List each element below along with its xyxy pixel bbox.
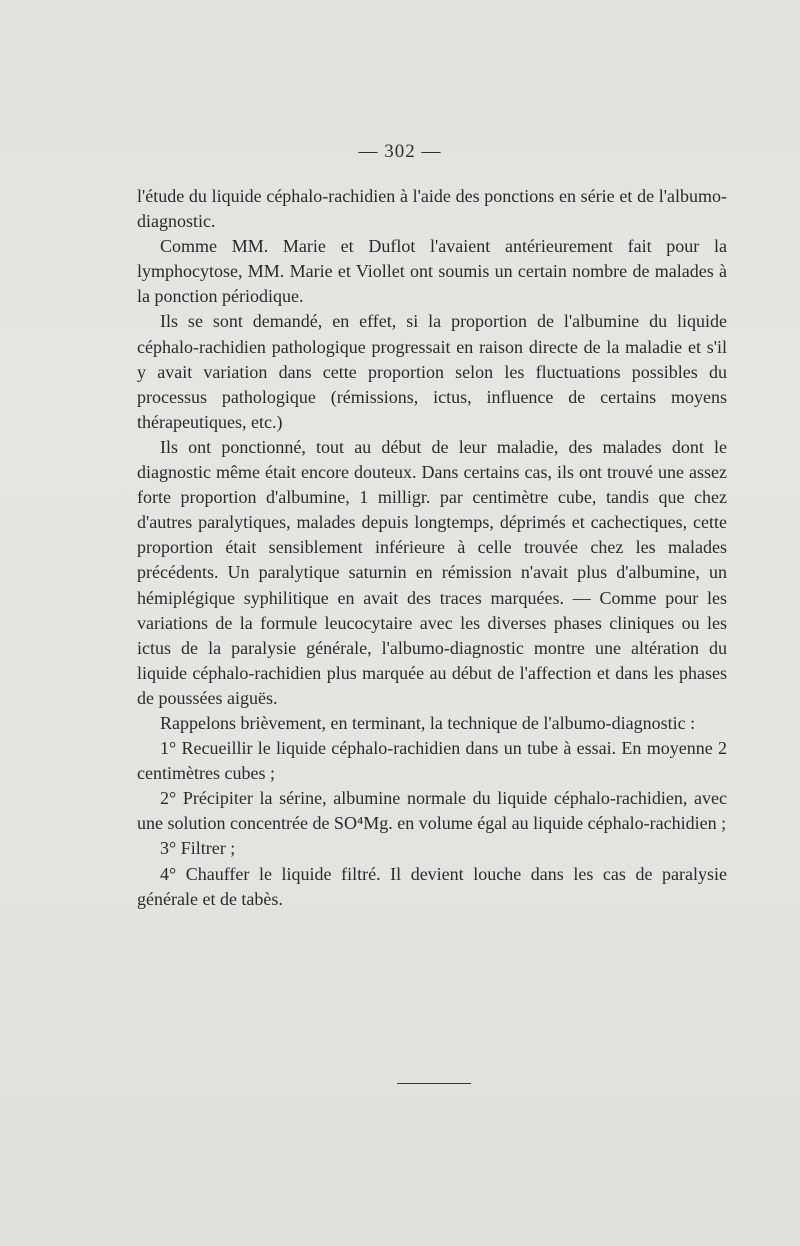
- technique-step-1: 1° Recueillir le liquide céphalo-rachidien dans un tube à essai. En moyenne 2 centimètres cubes ;: [137, 738, 727, 784]
- technique-step-4: 4° Chauffer le liquide filtré. Il devient louche dans les cas de paralysie générale et de tabès.: [137, 863, 727, 909]
- paragraph-2: Comme MM. Marie et Duflot l'avaient antérieurement fait pour la lymphocytose, MM. Marie et Viollet ont soumis un certain nombre de malades à la ponction périodique.: [137, 236, 727, 307]
- technique-step-2: 2° Précipiter la sérine, albumine normale du liquide céphalo-rachidien, avec une solution concentrée de SO⁴Mg. en volume égal au liquide céphalo-rachidien ;: [137, 788, 727, 834]
- end-rule: [397, 1083, 471, 1084]
- technique-step-3: 3° Filtrer ;: [160, 838, 236, 859]
- page-number: — 302 —: [358, 141, 442, 162]
- paragraph-3: Ils se sont demandé, en effet, si la proportion de l'albumine du liquide céphalo-rachidien pathologique progressait en raison directe de la maladie et s'il y avait variation dans cette proportion selon les fluctuations possibles du processus pathologique (rémissions, ictus, influence de certains moyens thérapeutiques, etc.): [137, 311, 727, 432]
- paragraph-4: Ils ont ponctionné, tout au début de leur maladie, des malades dont le diagnostic même était encore douteux. Dans certains cas, ils ont trouvé une assez forte proportion d'albumine, 1 milligr. par centimètre cube, tandis que chez d'autres paralytiques, malades depuis longtemps, déprimés et cachectiques, cette proportion était sensiblement inférieure à celle trouvée chez les malades précédents. Un paralytique saturnin en rémission n'avait plus d'albumine, un hémiplégique syphilitique en avait des traces marquées. — Comme pour les variations de la formule leucocytaire avec les diverses phases cliniques ou les ictus de la paralysie générale, l'albumo-diagnostic montre une altération du liquide céphalo-rachidien plus marquée au début de l'affection et dans les phases de poussées aiguës.: [137, 436, 727, 708]
- body-text: [137, 184, 727, 912]
- paragraph-1: l'étude du liquide céphalo-rachidien à l'aide des ponctions en série et de l'albumo-diagnostic.: [137, 186, 727, 232]
- paragraph-5: Rappelons brièvement, en terminant, la technique de l'albumo-diagnostic :: [160, 712, 696, 733]
